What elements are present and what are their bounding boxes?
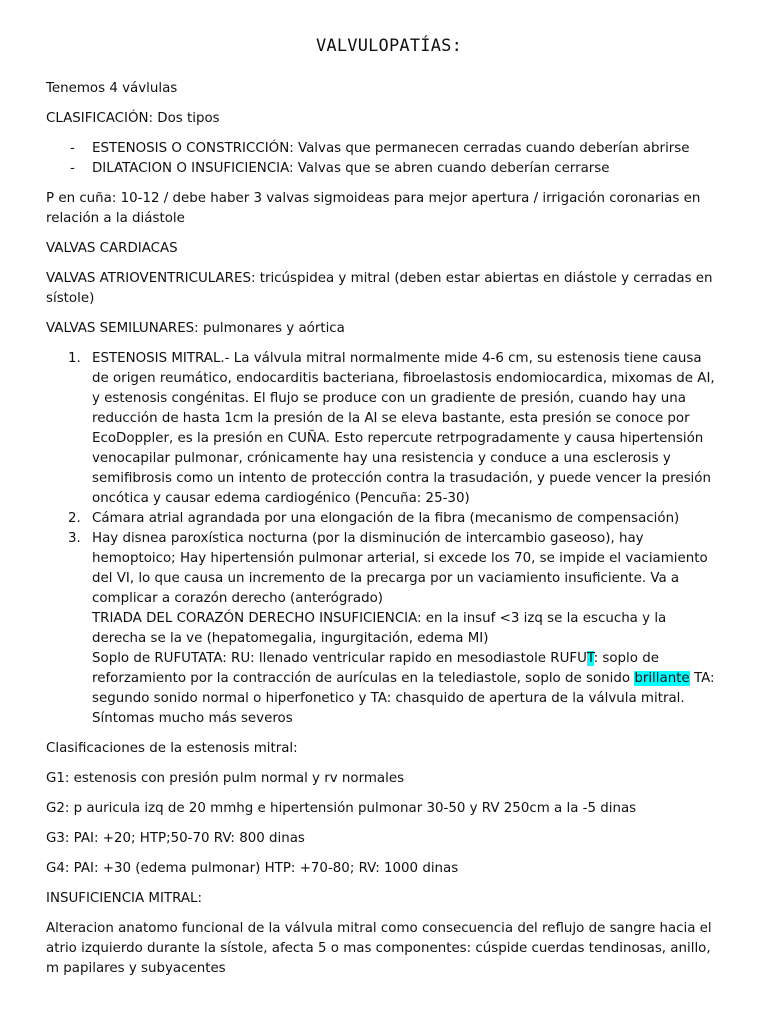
intro-paragraph: Tenemos 4 vávlulas	[46, 81, 178, 96]
av-valves-paragraph: VALVAS ATRIOVENTRICULARES: tricúspidea y mitral (deben estar abiertas en diástole y cerradas en sístole)	[46, 271, 713, 306]
list-item-text: Cámara atrial agrandada por una elongación de la fibra (mecanismo de compensación)	[92, 511, 680, 526]
page-title: VALVULOPATÍAS:	[315, 36, 463, 56]
highlighted-text: T	[586, 651, 594, 666]
list-item	[46, 509, 722, 529]
dash-bullet: -	[70, 141, 75, 156]
list-item	[46, 159, 722, 179]
classification-heading: CLASIFICACIÓN: Dos tipos	[46, 111, 220, 126]
insufficiency-paragraph: Alteracion anatomo funcional de la válvula mitral como consecuencia del reflujo de sangre hacia el atrio izquierdo durante la sístole, afecta 5 o mas componentes: cúspide cuerdas tendinosas, anillo, m papilares y subyacentes	[46, 921, 712, 976]
dash-bullet: -	[70, 161, 75, 176]
list-item-text: Hay disnea paroxística nocturna (por la disminución de intercambio gaseoso), hay hemoptoico; Hay hipertensión pulmonar arterial, si excede los 70, se impide el vaciamiento del VI, lo que causa un incremento de la precarga por un vaciamiento insuficiente. Va a complicar a corazón derecho (anterógrado)	[92, 531, 708, 606]
types-list	[46, 139, 722, 179]
grade-g1: G1: estenosis con presión pulm normal y rv normales	[46, 771, 405, 786]
list-item-text: ESTENOSIS MITRAL.- La válvula mitral normalmente mide 4-6 cm, su estenosis tiene causa de origen reumático, endocarditis bacteriana, fibroelastosis endomiocardica, mixomas de AI, y estenosis congénitas. El flujo se produce con un gradiente de presión, cuando hay una reducción de hasta 1cm la presión de la AI se eleva bastante, esta presión se conoce por EcoDoppler, es la presión en CUÑA. Esto repercute retrpogradamente y causa hipertensión venocapilar pulmonar, crónicamente hay una resistencia y conduce a una esclerosis y semifibrosis como un intento de protección contra la trasudación, y puede vencer la presión oncótica y causar edema cardiogénico (Pencuña: 25-30)	[92, 351, 715, 506]
murmur-text	[92, 649, 722, 729]
murmur-part-1: Soplo de RUFUTATA: RU: llenado ventricular rapido en mesodiastole RUFU	[92, 651, 587, 666]
grade-g4: G4: PAI: +30 (edema pulmonar) HTP: +70-80; RV: 1000 dinas	[46, 861, 459, 876]
classification-stenosis-heading: Clasificaciones de la estenosis mitral:	[46, 741, 298, 756]
list-item-text: DILATACION O INSUFICIENCIA: Valvas que se abren cuando deberían cerrarse	[92, 161, 610, 176]
list-item	[46, 139, 722, 159]
grade-g2: G2: p auricula izq de 20 mmhg e hipertensión pulmonar 30-50 y RV 250cm a la -5 dinas	[46, 801, 637, 816]
murmur-part-3: TA: segundo sonido normal o hiperfonetico y TA: chasquido de apertura de la válvula mitral. Síntomas mucho más severos	[92, 671, 715, 726]
semilunar-paragraph: VALVAS SEMILUNARES: pulmonares y aórtica	[46, 321, 345, 336]
valves-heading: VALVAS CARDIACAS	[46, 241, 178, 256]
list-number: 2.	[68, 511, 81, 526]
list-item-text: ESTENOSIS O CONSTRICCIÓN: Valvas que permanecen cerradas cuando deberían abrirse	[92, 141, 690, 156]
grade-g3: G3: PAI: +20; HTP;50-70 RV: 800 dinas	[46, 831, 305, 846]
list-number: 1.	[68, 351, 81, 366]
list-item	[46, 529, 722, 729]
wedge-pressure-paragraph: P en cuña: 10-12 / debe haber 3 valvas sigmoideas para mejor apertura / irrigación coronarias en relación a la diástole	[46, 191, 701, 226]
highlighted-text: brillante	[634, 671, 690, 686]
insufficiency-heading: INSUFICIENCIA MITRAL:	[46, 891, 202, 906]
list-item	[46, 349, 722, 509]
list-number: 3.	[68, 531, 81, 546]
numbered-list	[46, 349, 722, 729]
murmur-part-2: : soplo de reforzamiento por la contracción de aurículas en la telediastole, soplo de sonido	[92, 651, 659, 686]
triad-text: TRIADA DEL CORAZÓN DERECHO INSUFICIENCIA: en la insuf <3 izq se la escucha y la derecha se la ve (hepatomegalia, ingurgitación, edema MI)	[92, 611, 667, 646]
